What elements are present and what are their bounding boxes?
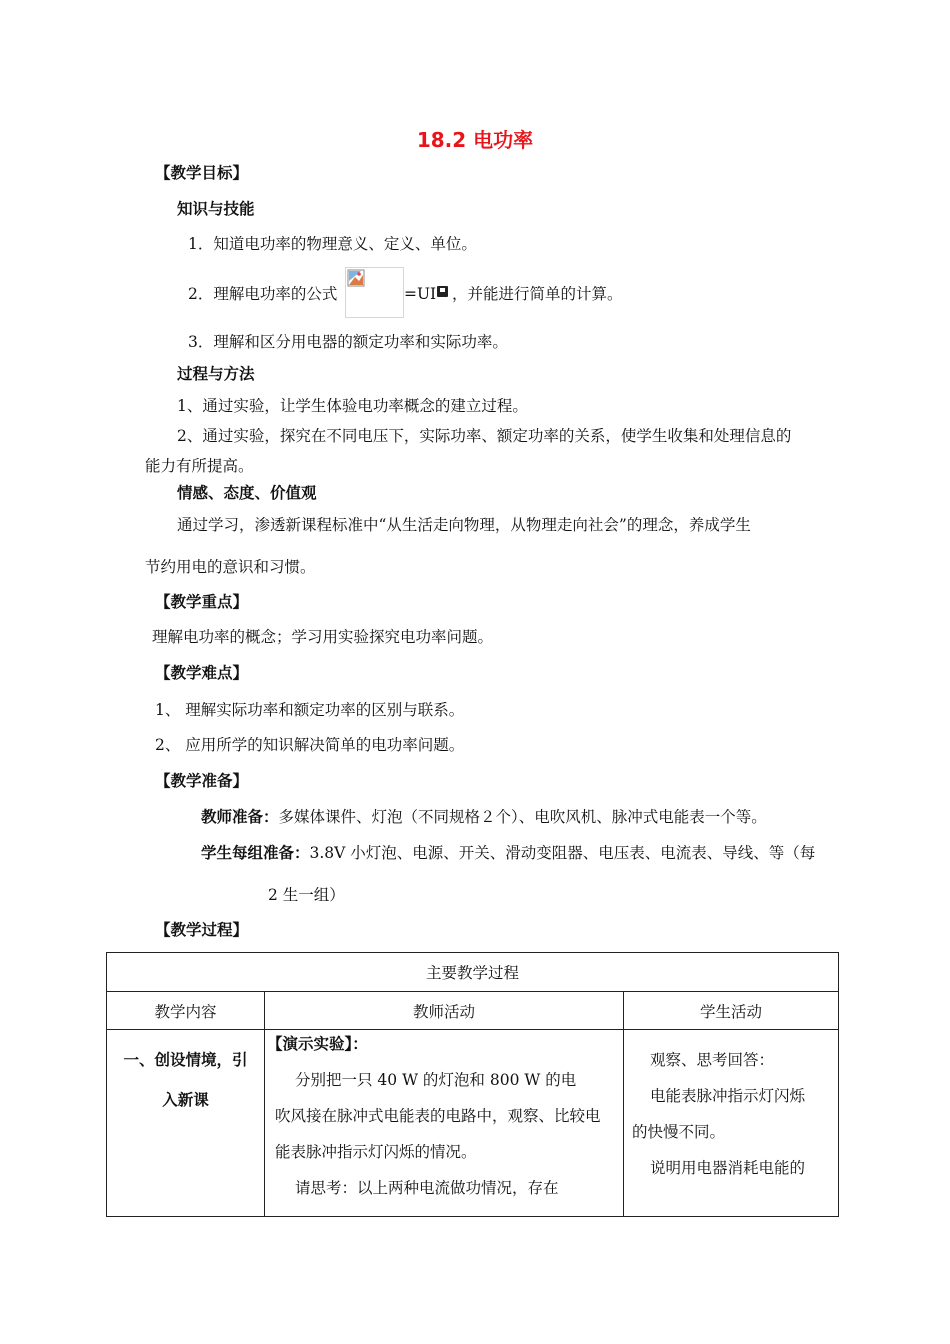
formula-text: =UI xyxy=(404,285,437,303)
section-key-points: 【教学重点】 xyxy=(155,593,249,611)
process-item-1: 1、通过实验，让学生体验电功率概念的建立过程。 xyxy=(177,397,528,415)
teacher-line-1: 分别把一只 40 W 的灯泡和 800 W 的电 xyxy=(295,1071,577,1089)
student-prep-label: 学生每组准备： xyxy=(201,844,310,862)
student-preparation-line2: 2 生一组） xyxy=(268,886,345,904)
teacher-prep-text: 多媒体课件、灯泡（不同规格２个）、电吹风机、脉冲式电能表一个等。 xyxy=(278,808,767,826)
subheading-process-method: 过程与方法 xyxy=(177,365,255,383)
column-header-content xyxy=(107,992,265,1030)
demo-experiment-label: 【演示实验】： xyxy=(267,1035,368,1053)
subheading-knowledge-skills: 知识与技能 xyxy=(177,200,255,218)
teacher-line-3: 能表脉冲指示灯闪烁的情况。 xyxy=(275,1143,477,1161)
teacher-line-4: 请思考：以上两种电流做功情况，存在 xyxy=(295,1179,559,1197)
section-preparation: 【教学准备】 xyxy=(155,772,249,790)
column-header-student xyxy=(624,992,839,1030)
formula-image-placeholder xyxy=(345,267,404,318)
student-preparation xyxy=(201,843,815,863)
document-title: 18.2 电功率 xyxy=(416,128,534,152)
difficulty-item-1: 1、 理解实际功率和额定功率的区别与联系。 xyxy=(155,701,465,719)
emotion-text-line2: 节约用电的意识和习惯。 xyxy=(145,558,316,576)
knowledge-item-2-prefix: 2．理解电功率的公式 xyxy=(188,285,338,303)
knowledge-item-2-suffix: ，并能进行简单的计算。 xyxy=(452,285,623,303)
student-line-4: 说明用电器消耗电能的 xyxy=(650,1159,806,1177)
column-header-teacher-text: 教师活动 xyxy=(412,1002,475,1021)
student-line-1: 观察、思考回答： xyxy=(650,1051,775,1069)
process-item-2-line2: 能力有所提高。 xyxy=(145,457,254,475)
key-points-text: 理解电功率的概念；学习用实验探究电功率问题。 xyxy=(152,628,494,646)
content-line-2: 入新课 xyxy=(162,1091,209,1109)
student-line-3: 的快慢不同。 xyxy=(632,1123,726,1141)
table-column-row xyxy=(107,992,839,1030)
difficulty-item-2: 2、 应用所学的知识解决简单的电功率问题。 xyxy=(155,736,465,754)
teacher-prep-label: 教师准备： xyxy=(201,808,279,826)
table-main-header-text: 主要教学过程 xyxy=(426,964,520,982)
emotion-text-line1: 通过学习，渗透新课程标准中“从生活走向物理，从物理走向社会”的理念，养成学生 xyxy=(177,516,751,534)
column-header-teacher xyxy=(265,992,624,1030)
process-item-2-line1: 2、通过实验，探究在不同电压下，实际功率、额定功率的关系，使学生收集和处理信息的 xyxy=(177,427,792,445)
table-header-row xyxy=(107,953,839,992)
save-icon xyxy=(437,286,448,297)
teaching-process-table xyxy=(106,952,839,1217)
column-header-content-text: 教学内容 xyxy=(154,1002,217,1021)
subheading-emotion-values: 情感、态度、价值观 xyxy=(177,484,317,502)
section-difficulties: 【教学难点】 xyxy=(155,664,249,682)
knowledge-item-3: 3．理解和区分用电器的额定功率和实际功率。 xyxy=(188,333,508,351)
section-procedure: 【教学过程】 xyxy=(155,921,249,939)
teacher-preparation xyxy=(201,807,767,827)
knowledge-item-1: 1．知道电功率的物理意义、定义、单位。 xyxy=(188,235,477,253)
section-objectives: 【教学目标】 xyxy=(155,164,249,182)
cell-content xyxy=(107,1030,265,1217)
content-line-1: 一、创设情境，引 xyxy=(123,1051,248,1069)
broken-image-icon xyxy=(347,269,365,287)
column-header-student-text: 学生活动 xyxy=(700,1002,763,1021)
teacher-line-2: 吹风接在脉冲式电能表的电路中，观察、比较电 xyxy=(275,1107,601,1125)
table-main-header xyxy=(107,953,839,992)
cell-student-activity xyxy=(624,1030,839,1217)
student-line-2: 电能表脉冲指示灯闪烁 xyxy=(650,1087,806,1105)
cell-teacher-activity xyxy=(265,1030,624,1217)
table-row xyxy=(107,1030,839,1217)
student-prep-text: 3.8V 小灯泡、电源、开关、滑动变阻器、电压表、电流表、导线、等（每 xyxy=(309,844,816,862)
